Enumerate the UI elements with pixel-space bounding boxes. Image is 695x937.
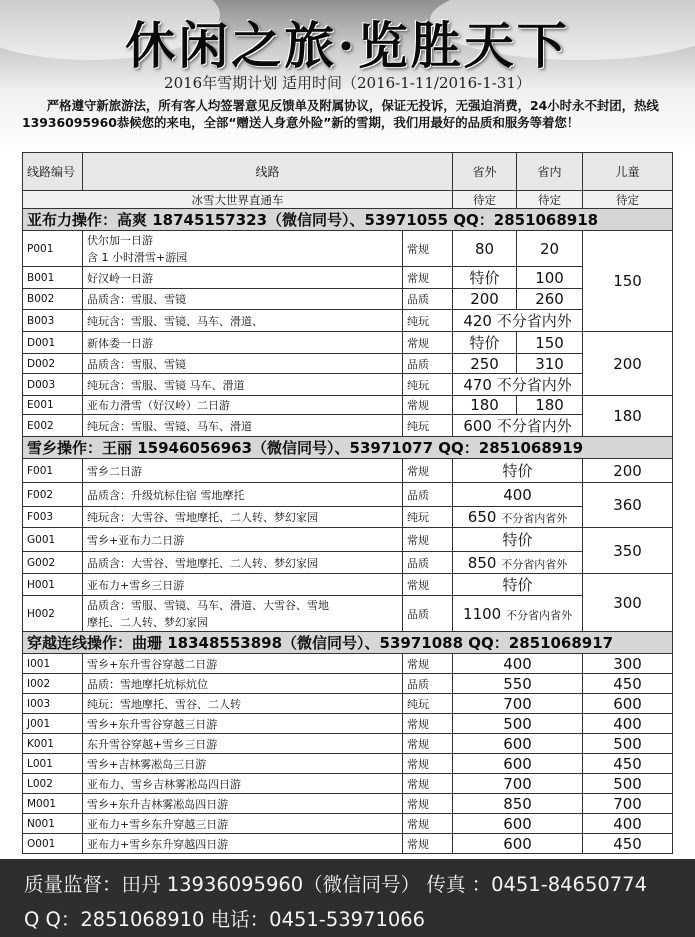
direct-bus-child: 待定	[583, 191, 673, 209]
child-price: 450	[583, 674, 673, 694]
table-row: F002 品质含：升级炕标住宿 雪地摩托 品质 400 360	[23, 483, 673, 507]
table-row: L002 亚布力、雪乡吉林雾凇岛四日游 常规 700 500	[23, 774, 673, 794]
page-subtitle: 2016年雪期计划 适用时间（2016-1-11/2016-1-31）	[164, 74, 531, 92]
section-traverse: 穿越连线操作：曲珊 18348553898（微信同号）、53971088 QQ：2851068917	[23, 632, 673, 654]
table-row: J001 雪乡+东升雪谷穿越三日游 常规 500 400	[23, 714, 673, 734]
table-row: O001 亚布力+雪乡东升穿越四日游 常规 600 450	[23, 834, 673, 854]
child-price: 180	[583, 396, 673, 437]
child-price: 500	[583, 734, 673, 754]
table-row: F001 雪乡二日游 常规 特价 200	[23, 459, 673, 483]
intro-paragraph: 严格遵守新旅游法，所有客人均签署意见反馈单及附属协议，保证无投诉，无强迫消费，24小时永不封团，热线13936095960恭候您的来电，全部“赠送人身意外险”新的雪期，我们用最好的品质和服务等着您！	[22, 98, 659, 130]
section-snow-village: 雪乡操作：王丽 15946056963（微信同号）、53971077 QQ：2851068919	[23, 437, 673, 459]
child-price: 400	[583, 714, 673, 734]
table-row: L001 雪乡+吉林雾凇岛三日游 常规 600 450	[23, 754, 673, 774]
child-price: 300	[583, 654, 673, 674]
table-row: B001 好汉岭一日游 常规 特价 100	[23, 267, 673, 289]
table-row: K001 东升雪谷穿越+雪乡三日游 常规 600 500	[23, 734, 673, 754]
child-price: 500	[583, 774, 673, 794]
table-header-row	[23, 153, 673, 191]
child-price: 350	[583, 528, 673, 574]
table-row: D001 新体委一日游 常规 特价 150 200	[23, 332, 673, 354]
child-price: 450	[583, 754, 673, 774]
header-child: 儿童	[583, 153, 673, 191]
table-row: P001 伏尔加一日游 含 1 小时滑雪+游园 常规 80 20 150	[23, 231, 673, 267]
table-row: G001 雪乡+亚布力二日游 常规 特价 350	[23, 528, 673, 552]
child-price: 450	[583, 834, 673, 854]
table-row: E001 亚布力滑雪（好汉岭）二日游 常规 180 180 180	[23, 396, 673, 415]
header-out: 省外	[453, 153, 517, 191]
table-row: D003 纯玩含：雪服、雪镜 马车、滑道 纯玩 470 不分省内外	[23, 374, 673, 396]
header-route: 线路	[83, 153, 453, 191]
child-price: 400	[583, 814, 673, 834]
table-row: F003 纯玩含：大雪谷、雪地摩托、二人转、梦幻家园 纯玩 650 不分省内省外	[23, 507, 673, 528]
header-in: 省内	[517, 153, 583, 191]
header-code: 线路编号	[23, 153, 83, 191]
child-price: 200	[583, 332, 673, 396]
direct-bus-out: 待定	[453, 191, 517, 209]
section-yabuli: 亚布力操作：高爽 18745157323（微信同号）、53971055 QQ：2851068918	[23, 209, 673, 231]
table-row: I003 纯玩：雪地摩托、雪谷、二人转 纯玩 700 600	[23, 694, 673, 714]
table-row: D002 品质含：雪服、雪镜 品质 250 310	[23, 354, 673, 374]
table-row: B002 品质含：雪服、雪镜 品质 200 260	[23, 289, 673, 310]
direct-bus-in: 待定	[517, 191, 583, 209]
table-row: H001 亚布力+雪乡三日游 常规 特价 300	[23, 574, 673, 596]
page-title: 休闲之旅·览胜天下	[125, 16, 570, 75]
direct-bus-route: 冰雪大世界直通车	[23, 191, 453, 209]
table-row: N001 亚布力+雪乡东升穿越三日游 常规 600 400	[23, 814, 673, 834]
footer-phone: Q Q：2851068910 电话：0451-53971066	[24, 908, 426, 931]
child-price: 150	[583, 231, 673, 332]
price-table	[22, 152, 673, 854]
table-row: H002 品质含：雪服、雪镜、马车、滑道、大雪谷、雪地 摩托、二人转、梦幻家园 品质 1100 不分省内省外	[23, 596, 673, 632]
table-row: I001 雪乡+东升雪谷穿越二日游 常规 400 300	[23, 654, 673, 674]
child-price: 360	[583, 483, 673, 528]
table-row: G002 品质含：大雪谷、雪地摩托、二人转、梦幻家园 品质 850 不分省内省外	[23, 552, 673, 574]
footer-contact	[0, 859, 695, 937]
table-row: I002 品质：雪地摩托炕标炕位 品质 550 450	[23, 674, 673, 694]
child-price: 600	[583, 694, 673, 714]
table-row: E002 纯玩含：雪服、雪镜、马车、滑道 纯玩 600 不分省内外	[23, 415, 673, 437]
table-row: B003 纯玩含：雪服、雪镜、马车、滑道、 纯玩 420 不分省内外	[23, 310, 673, 332]
footer-supervision: 质量监督：田丹 13936095960（微信同号） 传真 ：0451-84650774	[24, 873, 647, 896]
child-price: 700	[583, 794, 673, 814]
child-price: 200	[583, 459, 673, 483]
direct-bus-row	[23, 191, 673, 209]
table-row: M001 雪乡+东升吉林雾凇岛四日游 常规 850 700	[23, 794, 673, 814]
child-price: 300	[583, 574, 673, 632]
